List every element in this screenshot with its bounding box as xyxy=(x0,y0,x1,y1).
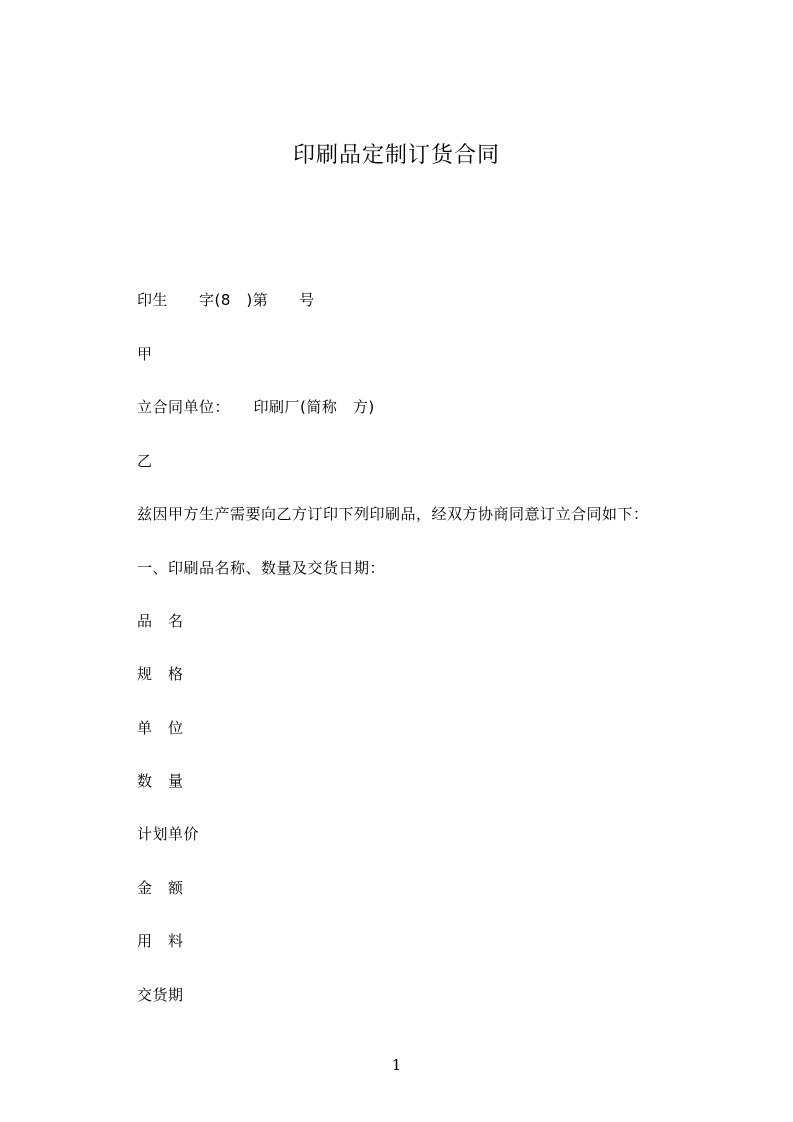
field-label-unit: 单 位 xyxy=(137,719,184,737)
field-label-delivery: 交货期 xyxy=(137,986,184,1004)
contracting-parties-line: 立合同单位： 印刷厂(简称 方) xyxy=(137,398,375,416)
preamble-text: 兹因甲方生产需要向乙方订印下列印刷品，经双方协商同意订立合同如下： xyxy=(137,505,649,523)
party-b-marker: 乙 xyxy=(137,452,153,470)
field-label-material: 用 料 xyxy=(137,932,184,950)
field-label-spec: 规 格 xyxy=(137,665,184,683)
field-label-name: 品 名 xyxy=(137,612,184,630)
party-a-marker: 甲 xyxy=(137,345,153,363)
field-label-unit-price: 计划单价 xyxy=(137,825,200,843)
field-label-quantity: 数 量 xyxy=(137,772,184,790)
section-1-heading: 一、印刷品名称、数量及交货日期： xyxy=(137,559,386,577)
field-label-amount: 金 额 xyxy=(137,879,184,897)
reference-number-line: 印生 字(8 )第 号 xyxy=(137,291,315,309)
page-number: 1 xyxy=(391,1056,402,1074)
document-title: 印刷品定制订货合同 xyxy=(292,143,500,168)
